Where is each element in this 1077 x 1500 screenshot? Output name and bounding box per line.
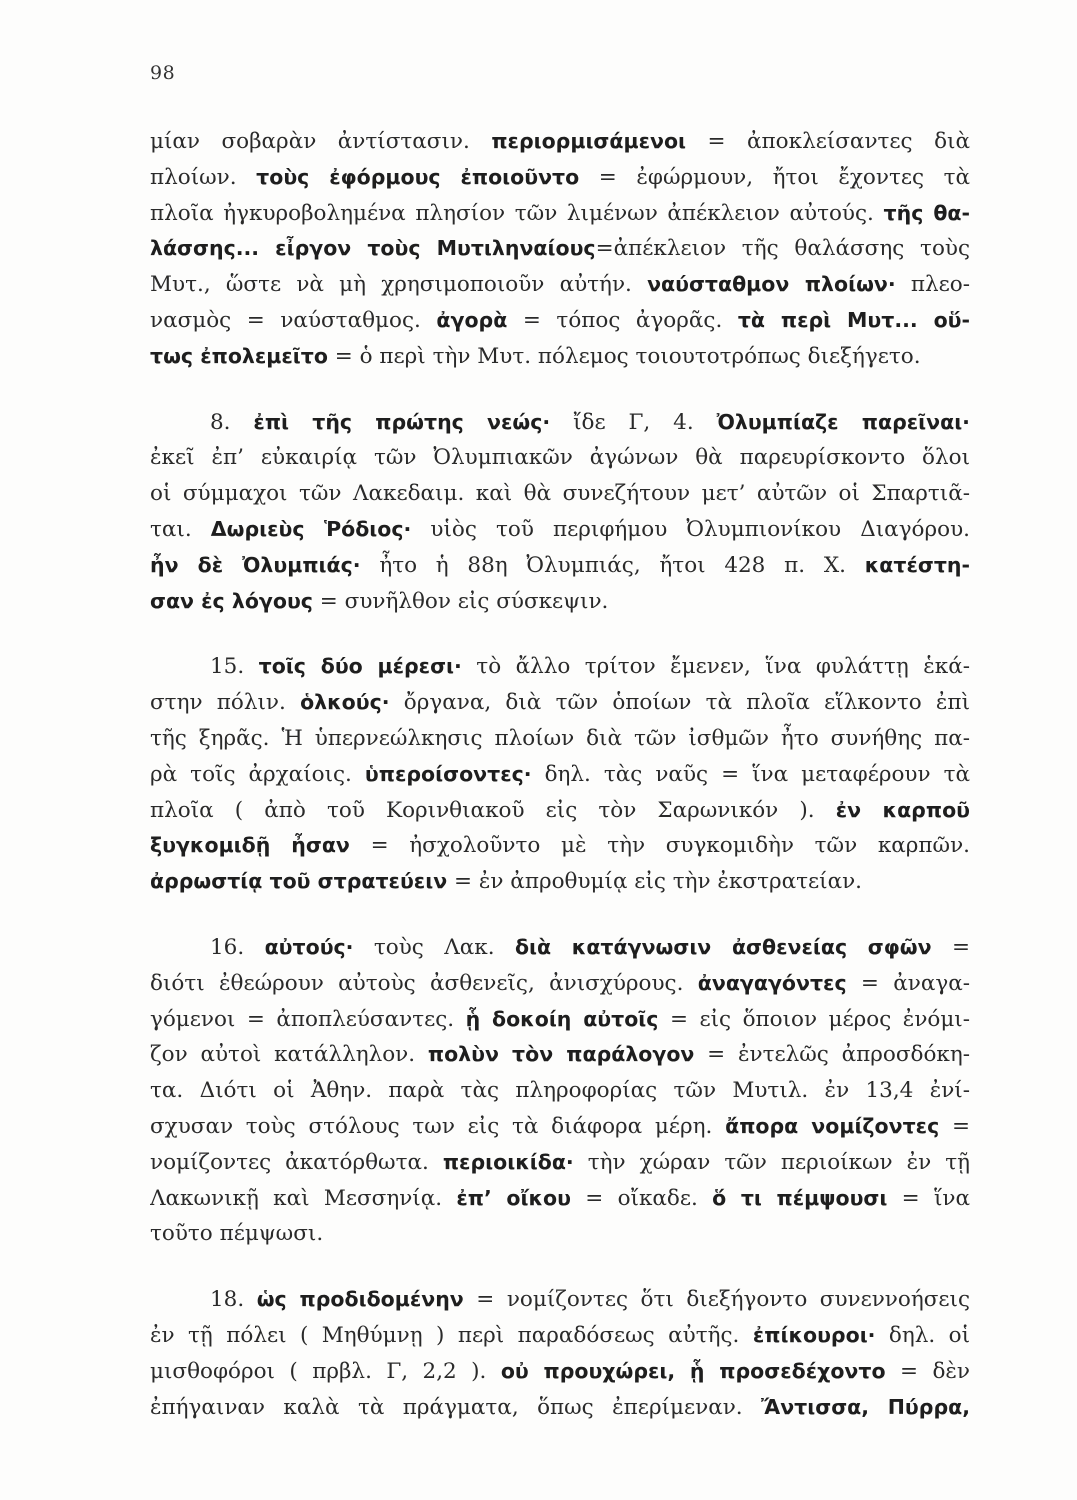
gloss-text: Μυτ., ὥστε νὰ μὴ χρησιμοποιοῦν αὐτήν. — [150, 272, 648, 298]
gloss-text: = ὁ περὶ τὴν Μυτ. πόλεμος τοιουτοτρόπως διεξήγετο. — [327, 343, 921, 369]
lemma-term: ἀναγαγόντες — [697, 970, 847, 995]
lemma-term: ξυγκομιδῇ ἦσαν — [150, 833, 350, 858]
gloss-text: ἐν τῇ πόλει ( Μηθύμνῃ ) περὶ παραδόσεως αὐτῆς. — [150, 1322, 753, 1348]
text-line — [150, 1282, 970, 1318]
gloss-text: νομίζοντες ἀκατόρθωτα. — [150, 1149, 443, 1175]
lemma-term: ἀρρωστίᾳ τοῦ στρατεύειν — [150, 869, 448, 894]
paragraph — [150, 405, 970, 620]
gloss-text: πλοίων. — [150, 164, 257, 190]
gloss-text: δηλ. οἱ — [875, 1322, 970, 1348]
lemma-term: ἦν δὲ Ὀλυμπιάς· — [150, 552, 361, 577]
text-line — [150, 512, 970, 548]
gloss-text: υἱὸς τοῦ περιφήμου Ὀλυμπιονίκου Διαγόρου. — [411, 516, 970, 542]
gloss-text: ται. — [150, 516, 211, 542]
gloss-text: μισθοφόροι ( πρβλ. Γ, 2,2 ). — [150, 1358, 501, 1384]
page-number: 98 — [150, 62, 176, 84]
gloss-text: σχυσαν τοὺς στόλους των εἰς τὰ διάφορα μέρη. — [150, 1113, 726, 1139]
gloss-text: ἴδε Γ, 4. — [550, 409, 717, 435]
lemma-term: ὅ τι πέμψουσι — [712, 1185, 888, 1210]
lemma-term: ὑπεροίσοντες· — [364, 761, 532, 786]
gloss-text: δηλ. τὰς ναῦς = ἵνα μεταφέρουν τὰ — [531, 761, 970, 787]
lemma-term: ἐπὶ τῆς πρώτης νεώς· — [253, 409, 551, 434]
gloss-text: = — [931, 934, 970, 960]
text-line — [150, 1390, 970, 1426]
gloss-text: τοῦτο πέμψωσι. — [150, 1221, 324, 1247]
text-line — [150, 1354, 970, 1390]
gloss-text: ζον αὐτοὶ κατάλληλον. — [150, 1042, 428, 1068]
text-line — [150, 303, 970, 339]
gloss-text: στην πόλιν. — [150, 690, 301, 716]
gloss-text: = ἀποκλείσαντες διὰ — [686, 129, 970, 154]
text-line — [150, 1073, 970, 1109]
gloss-text: πλεο- — [895, 272, 970, 298]
text-line — [150, 231, 970, 267]
gloss-text: =ἀπέκλειον τῆς θαλάσσης τοὺς — [595, 236, 970, 262]
gloss-text: = ἐν ἀπροθυμίᾳ εἰς τὴν ἐκστρατείαν. — [447, 869, 863, 895]
gloss-text: = δὲν — [885, 1358, 970, 1384]
lemma-term: περιορμισάμενοι — [491, 129, 687, 153]
gloss-text: = ἠσχολοῦντο μὲ τὴν συγκομιδὴν τῶν καρπῶν. — [349, 833, 970, 859]
lemma-term: Δωριεὺς Ῥόδιος· — [210, 516, 412, 541]
gloss-text: = τόπος ἀγορᾶς. — [507, 307, 738, 333]
lemma-term: τοὺς ἐφόρμους ἐποιοῦντο — [256, 164, 580, 189]
text-line — [150, 405, 970, 441]
paragraph-gap — [150, 619, 970, 649]
lemma-term: ἄπορα νομίζοντες — [725, 1113, 940, 1138]
lemma-term: οὐ προυχώρει, ᾗ προσεδέχοντο — [500, 1358, 886, 1383]
lemma-term: τως ἐπολεμεῖτο — [150, 343, 328, 368]
gloss-text: ἐπήγαιναν καλὰ τὰ πράγματα, ὅπως ἐπερίμεναν. — [150, 1394, 762, 1420]
lemma-term: ναύσταθμον πλοίων· — [647, 272, 896, 297]
gloss-text: πλοῖα ἠγκυροβολημένα πλησίον τῶν λιμένων ἀπέκλειον αὐτούς. — [150, 200, 884, 226]
text-line — [150, 267, 970, 303]
commentary-text — [150, 124, 970, 1425]
lemma-term: ἐπ’ οἴκου — [456, 1185, 571, 1210]
gloss-text: = νομίζοντες ὅτι διεξήγοντο συνεννοήσεις — [463, 1287, 970, 1313]
lemma-term: Ὀλυμπίαζε παρεῖναι· — [716, 409, 970, 434]
gloss-text: 15. — [210, 654, 259, 680]
paragraph-gap — [150, 900, 970, 930]
text-line — [150, 1145, 970, 1181]
text-line — [150, 476, 970, 512]
gloss-text: = ἀναγα- — [846, 970, 970, 996]
gloss-text: μίαν σοβαρὰν ἀντίστασιν. — [150, 129, 492, 154]
gloss-text: 8. — [210, 409, 254, 435]
gloss-text: = συνῆλθον εἰς σύσκεψιν. — [312, 588, 609, 614]
text-line — [150, 721, 970, 757]
lemma-term: ᾗ δοκοίη αὐτοῖς — [465, 1006, 659, 1031]
text-line — [150, 1002, 970, 1038]
gloss-text: = οἴκαδε. — [570, 1185, 713, 1211]
lemma-term: ὁλκούς· — [300, 690, 390, 715]
gloss-text: νασμὸς = ναύσταθμος. — [150, 307, 437, 333]
lemma-term: ἀγορὰ — [436, 307, 508, 332]
paragraph-gap — [150, 1252, 970, 1282]
paragraph-gap — [150, 375, 970, 405]
lemma-term: τὰ περὶ Μυτ... οὕ- — [737, 307, 970, 332]
gloss-text: Λακωνικῇ καὶ Μεσσηνίᾳ. — [150, 1185, 457, 1211]
gloss-text: = ἵνα — [887, 1185, 970, 1211]
lemma-term: ἐπίκουροι· — [752, 1322, 876, 1347]
text-line — [150, 1037, 970, 1073]
gloss-text: τὸ ἄλλο τρίτον ἔμενεν, ἵνα φυλάττῃ ἑκά- — [461, 654, 970, 680]
text-line — [150, 828, 970, 864]
text-line — [150, 1216, 970, 1252]
lemma-term: κατέστη- — [864, 552, 970, 577]
text-line — [150, 440, 970, 476]
lemma-term: τοῖς δύο μέρεσι· — [258, 654, 462, 679]
gloss-text: = ἐντελῶς ἀπροσδόκη- — [694, 1042, 970, 1068]
paragraph — [150, 124, 970, 375]
lemma-term: περιοικίδα· — [442, 1149, 574, 1174]
gloss-text: διότι ἐθεώρουν αὐτοὺς ἀσθενεῖς, ἀνισχύρους. — [150, 970, 698, 996]
gloss-text: 18. — [210, 1287, 257, 1313]
paragraph — [150, 1282, 970, 1425]
gloss-text: τοὺς Λακ. — [353, 934, 515, 960]
gloss-text: ὄργανα, διὰ τῶν ὁποίων τὰ πλοῖα εἵλκοντο ἐπὶ — [389, 690, 970, 716]
gloss-text: = ἐφώρμουν, ἤτοι ἔχοντες τὰ — [579, 164, 970, 190]
text-line — [150, 930, 970, 966]
gloss-text: ἐκεῖ ἐπ’ εὐκαιρίᾳ τῶν Ὀλυμπιακῶν ἀγώνων θὰ παρευρίσκοντο ὅλοι — [150, 445, 970, 471]
lemma-term: τῆς θα- — [883, 200, 970, 225]
text-line — [150, 1109, 970, 1145]
lemma-term: λάσσης... εἶργον τοὺς Μυτιληναίους — [150, 236, 596, 261]
gloss-text: τα. Διότι οἱ Ἀθην. παρὰ τὰς πληροφορίας τῶν Μυτιλ. ἐν 13,4 ἐνί- — [150, 1078, 970, 1104]
paragraph — [150, 930, 970, 1252]
gloss-text: = — [939, 1113, 970, 1139]
text-line — [150, 1181, 970, 1217]
text-line — [150, 548, 970, 584]
lemma-term: ὡς προδιδομένην — [256, 1287, 464, 1312]
lemma-term: σαν ἐς λόγους — [150, 588, 313, 613]
text-line — [150, 757, 970, 793]
text-line — [150, 966, 970, 1002]
lemma-term: ἐν καρποῦ — [835, 797, 970, 822]
lemma-term: αὐτούς· — [264, 934, 354, 959]
lemma-term: πολὺν τὸν παράλογον — [427, 1042, 695, 1067]
text-line — [150, 685, 970, 721]
text-line — [150, 793, 970, 829]
gloss-text: γόμενοι = ἀποπλεύσαντες. — [150, 1006, 466, 1032]
text-line — [150, 339, 970, 375]
lemma-term: Ἄντισσα, Πύρρα, — [761, 1394, 970, 1419]
gloss-text: πλοῖα ( ἀπὸ τοῦ Κορινθιακοῦ εἰς τὸν Σαρωνικόν ). — [150, 797, 836, 823]
gloss-text: 16. — [210, 934, 265, 960]
gloss-text: ρὰ τοῖς ἀρχαίοις. — [150, 761, 365, 787]
text-line — [150, 196, 970, 232]
text-line — [150, 649, 970, 685]
paragraph — [150, 649, 970, 900]
text-line — [150, 584, 970, 620]
gloss-text: τὴν χώραν τῶν περιοίκων ἐν τῇ — [573, 1149, 970, 1175]
lemma-term: διὰ κατάγνωσιν ἀσθενείας σφῶν — [514, 934, 932, 959]
text-line — [150, 160, 970, 196]
text-line — [150, 124, 970, 160]
gloss-text: ἦτο ἡ 88η Ὀλυμπιάς, ἤτοι 428 π. Χ. — [360, 552, 865, 578]
text-line — [150, 1318, 970, 1354]
gloss-text: οἱ σύμμαχοι τῶν Λακεδαιμ. καὶ θὰ συνεζήτουν μετ’ αὐτῶν οἱ Σπαρτιᾶ- — [150, 481, 970, 507]
text-line — [150, 864, 970, 900]
gloss-text: τῆς ξηρᾶς. Ἡ ὑπερνεώλκησις πλοίων διὰ τῶν ἰσθμῶν ἦτο συνήθης πα- — [150, 725, 970, 751]
gloss-text: = εἰς ὅποιον μέρος ἐνόμι- — [658, 1006, 970, 1032]
